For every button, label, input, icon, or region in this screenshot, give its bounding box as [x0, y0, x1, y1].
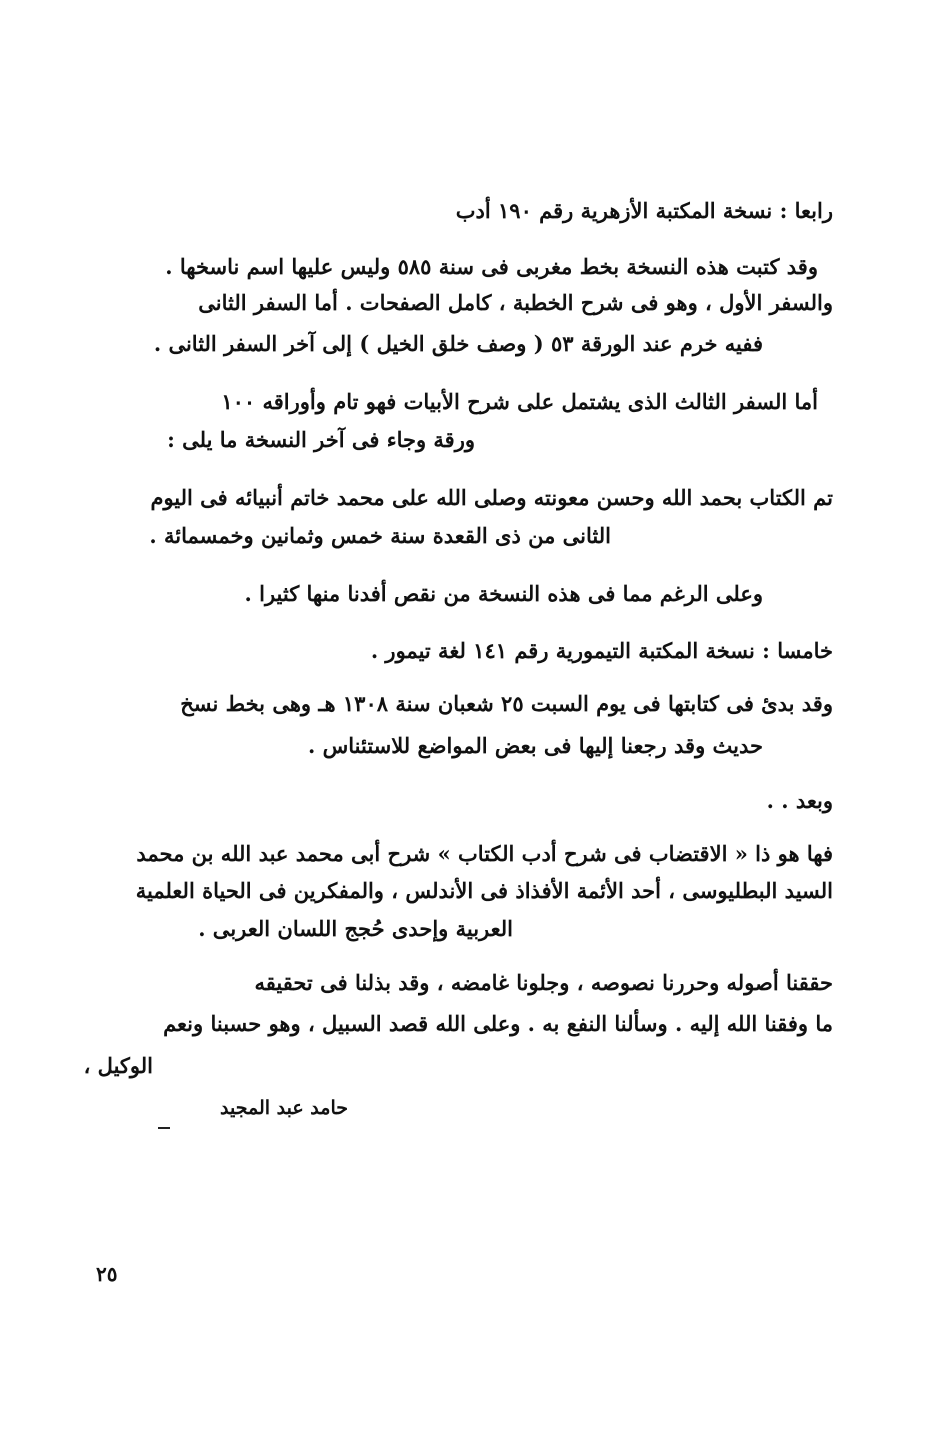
closing-opener: وبعد . .	[766, 788, 833, 813]
paragraph-line: حققنا أصوله وحررنا نصوصه ، وجلونا غامضه ، وقد بذلنا فى تحقيقه	[254, 970, 833, 995]
paragraph-line: الثانى من ذى القعدة سنة خمس وثمانين وخمسمائة .	[149, 523, 611, 548]
paragraph-line: تم الكتاب بحمد الله وحسن معونته وصلى الله على محمد خاتم أنبيائه فى اليوم	[150, 485, 833, 510]
paragraph-line: السيد البطليوسى ، أحد الأئمة الأفذاذ فى الأندلس ، والمفكرين فى الحياة العلمية	[135, 878, 833, 903]
page-number: ٢٥	[96, 1262, 118, 1286]
paragraph-line: وقد بدئ فى كتابتها فى يوم السبت ٢٥ شعبان سنة ١٣٠٨ هـ وهى بخط نسخ	[180, 691, 833, 716]
paragraph-line: حديث وقد رجعنا إليها فى بعض المواضع للاستئناس .	[308, 733, 763, 758]
paragraph-line: والسفر الأول ، وهو فى شرح الخطبة ، كامل الصفحات . أما السفر الثانى	[198, 290, 833, 315]
section-heading-taymuriya: خامسا : نسخة المكتبة التيمورية رقم ١٤١ لغة تيمور .	[370, 638, 833, 663]
paragraph-line: وعلى الرغم مما فى هذه النسخة من نقص أفدنا منها كثيرا .	[244, 581, 763, 606]
paragraph-line: ما وفقنا الله إليه . وسألنا النفع به . وعلى الله قصد السبيل ، وهو حسبنا ونعم	[163, 1011, 833, 1036]
paragraph-line: الوكيل ،	[83, 1053, 153, 1078]
paragraph-line: وقد كتبت هذه النسخة بخط مغربى فى سنة ٥٨٥ وليس عليها اسم ناسخها .	[165, 254, 818, 279]
paragraph-line: أما السفر الثالث الذى يشتمل على شرح الأبيات فهو تام وأوراقه ١٠٠	[221, 389, 818, 414]
author-signature: حامد عبد المجيد	[220, 1097, 348, 1119]
paragraph-line: ففيه خرم عند الورقة ٥٣ ( وصف خلق الخيل ) إلى آخر السفر الثانى .	[153, 331, 763, 356]
section-heading-azhar: رابعا : نسخة المكتبة الأزهرية رقم ١٩٠ أدب	[455, 198, 833, 223]
signature-dash	[158, 1127, 170, 1129]
paragraph-line: فها هو ذا « الاقتضاب فى شرح أدب الكتاب » شرح أبى محمد عبد الله بن محمد	[136, 841, 833, 866]
paragraph-line: العربية وإحدى حُجج اللسان العربى .	[198, 916, 513, 941]
paragraph-line: ورقة وجاء فى آخر النسخة ما يلى :	[167, 427, 475, 452]
